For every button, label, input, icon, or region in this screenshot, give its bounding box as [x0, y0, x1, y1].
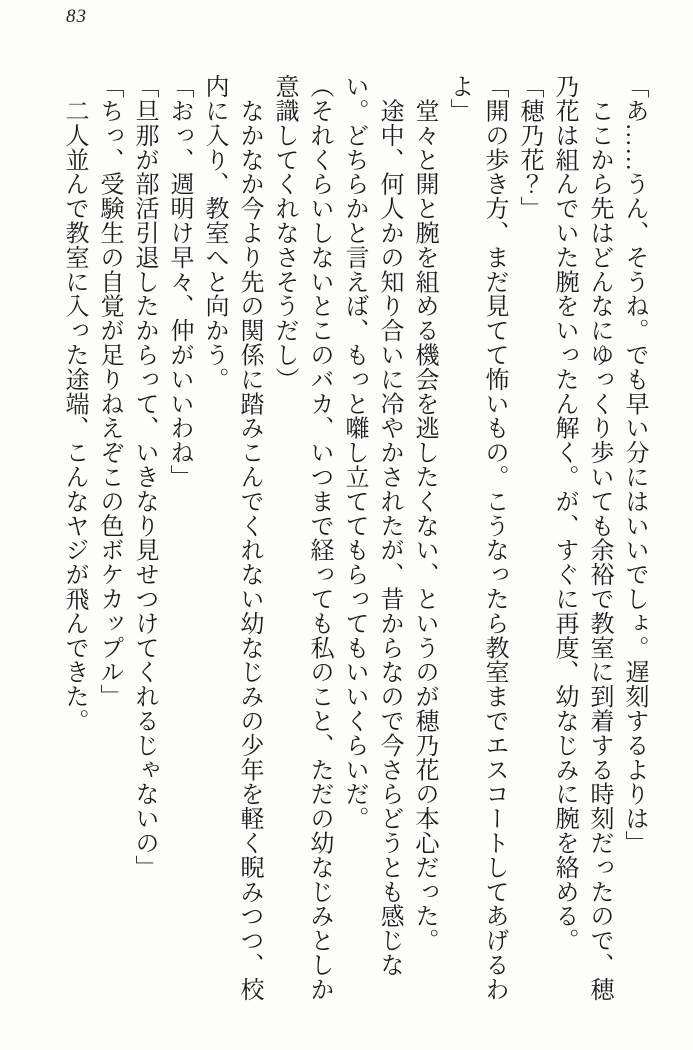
paragraph-narration: ここから先はどんなにゆっくり歩いても余裕で教室に到着する時刻だったので、穂乃花は組んでいた腕をいったん解く。が、すぐに再度、幼なじみに腕を絡める。: [551, 74, 612, 1002]
paragraph-dialogue: 「おっ、週明け早々、仲がいいわね」: [166, 74, 192, 489]
paragraph-dialogue: 「あ……うん、そうね。でも早い分にはいいでしょ。遅刻するよりは」: [621, 74, 647, 855]
paragraph-dialogue: 「旦那が部活引退したからって、いきなり見せつけてくれるじゃないの」: [131, 74, 157, 880]
paragraph-dialogue: 「開の歩き方、まだ見てて怖いもの。こうなったら教室までエスコートしてあげるわよ」: [446, 74, 507, 1002]
page-number: 83: [66, 6, 87, 27]
paragraph-narration: 二人並んで教室に入った途端、こんなヤジが飛んできた。: [61, 74, 87, 733]
paragraph-inner-thought: （それくらいしないとこのバカ、いつまで経っても私のこと、ただの幼なじみとしか意識してくれなさそうだし）: [271, 74, 332, 1002]
paragraph-narration: 途中、何人かの知り合いに冷やかされたが、昔からなので今さらどうとも感じない。どちらかと言えば、もっと囃し立ててもらってもいいくらいだ。: [341, 74, 402, 977]
paragraph-dialogue: 「穂乃花？」: [516, 74, 542, 221]
paragraph-narration: なかなか今より先の関係に踏みこんでくれない幼なじみの少年を軽く睨みつつ、校内に入り、教室へと向かう。: [201, 74, 262, 1002]
paragraph-dialogue: 「ちっ、受験生の自覚が足りねえぞこの色ボケカップル」: [96, 74, 122, 709]
text-block: [49, 74, 651, 1008]
paragraph-narration: 堂々と開と腕を組める機会を逃したくない、というのが穂乃花の本心だった。: [411, 74, 437, 953]
